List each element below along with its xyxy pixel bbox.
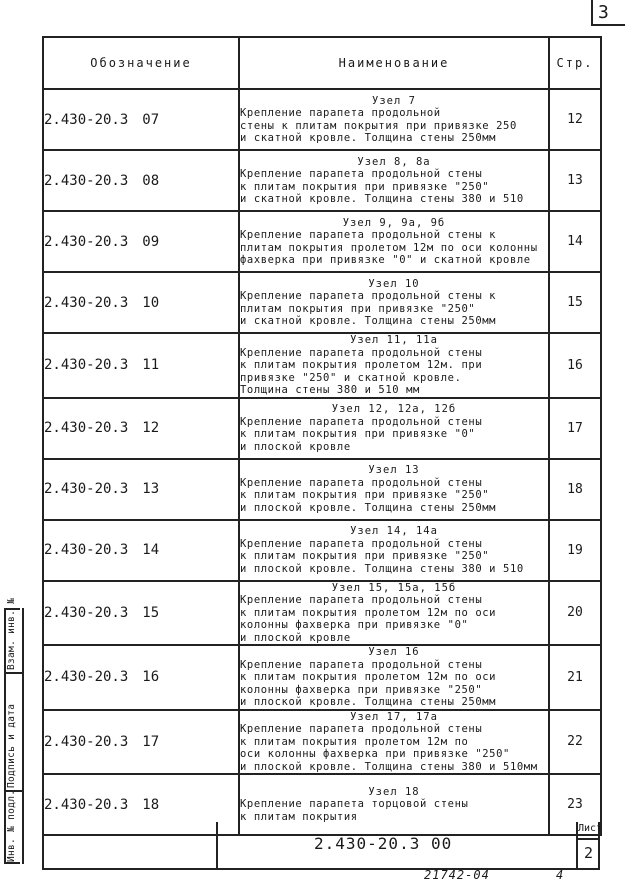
row-page: 19 — [549, 520, 601, 581]
row-page: 22 — [549, 710, 601, 775]
row-node-title: Узел 13 — [368, 464, 420, 476]
row-code: 2.430-20.3 — [44, 669, 129, 686]
row-number: 07 — [142, 111, 160, 128]
row-designation — [43, 581, 239, 646]
row-number: 11 — [142, 357, 160, 374]
row-code: 2.430-20.3 — [44, 233, 129, 250]
row-description — [239, 581, 549, 646]
row-page: 12 — [549, 89, 601, 150]
row-page: 14 — [549, 211, 601, 272]
row-number: 16 — [142, 669, 160, 686]
row-code: 2.430-20.3 — [44, 604, 129, 621]
sidebar-replaces-inv: Взам. инв. № — [6, 597, 17, 670]
header-page: Стр. — [549, 37, 601, 89]
row-designation — [43, 710, 239, 775]
row-node-title: Узел 12, 12а, 12б — [331, 403, 457, 415]
row-text: Крепление парапета продольной стены к плитам покрытия при привязке "250" и плоской кровле. Толщина стены 250мм — [240, 476, 497, 514]
row-designation — [43, 333, 239, 398]
corner-frame-vertical — [591, 0, 593, 24]
sheet-number: 2 — [584, 844, 594, 862]
page-number: 3 — [598, 2, 609, 23]
row-text: Крепление парапета продольной стены к плитам покрытия пролетом 12м по оси колонны фахверка при привязке "0" и скатной кровле — [240, 229, 538, 266]
contents-table — [42, 36, 602, 836]
row-node-title: Узел 18 — [368, 785, 420, 798]
row-text: Крепление парапета продольной стены к плитам покрытия при привязке "250" и плоской кровле. Толщина стены 380 и 510 — [240, 537, 524, 575]
row-page: 18 — [549, 459, 601, 520]
row-designation — [43, 272, 239, 333]
row-designation — [43, 150, 239, 211]
table-row — [43, 150, 601, 211]
row-code: 2.430-20.3 — [44, 481, 129, 497]
title-block — [42, 822, 603, 870]
sheet-label: Лист — [578, 823, 603, 834]
sidebar-signature-date: Подпись и дата — [6, 703, 17, 788]
row-description — [239, 150, 549, 211]
row-number: 08 — [142, 172, 160, 189]
row-number: 18 — [142, 796, 160, 813]
row-page: 21 — [549, 645, 601, 710]
row-description — [239, 520, 549, 581]
row-number: 13 — [142, 481, 160, 497]
table-row — [43, 581, 601, 646]
footer-number: 4 — [556, 868, 564, 882]
row-description — [239, 710, 549, 775]
row-node-title: Узел 15, 15а, 15б — [331, 581, 457, 594]
table-row — [43, 272, 601, 333]
row-number: 09 — [142, 233, 160, 250]
row-code: 2.430-20.3 — [44, 172, 129, 189]
table-row — [43, 398, 601, 459]
footer-code: 21742-04 — [424, 868, 490, 882]
row-designation — [43, 211, 239, 272]
row-text: Крепление парапета продольной стены к плитам покрытия пролетом 12м. при привязке "250" и скатной кровле. Толщина стены 380 и 510 мм — [240, 346, 483, 396]
row-node-title: Узел 10 — [368, 277, 420, 290]
sidebar-divider — [4, 672, 24, 674]
row-designation — [43, 398, 239, 459]
row-page: 15 — [549, 272, 601, 333]
row-code: 2.430-20.3 — [44, 357, 129, 374]
table-row — [43, 333, 601, 398]
row-node-title: Узел 14, 14а — [350, 525, 438, 537]
table-row — [43, 211, 601, 272]
row-description — [239, 459, 549, 520]
row-code: 2.430-20.3 — [44, 733, 129, 750]
title-block-divider — [216, 822, 218, 868]
row-code: 2.430-20.3 — [44, 294, 129, 311]
table-row — [43, 645, 601, 710]
table-row — [43, 89, 601, 150]
table-row — [43, 710, 601, 775]
row-page: 17 — [549, 398, 601, 459]
row-node-title: Узел 8, 8а — [357, 155, 431, 168]
row-text: Крепление парапета продольной стены к плитам покрытия при привязке "0" и плоской кровле — [240, 415, 483, 453]
row-node-title: Узел 11, 11а — [350, 334, 438, 346]
row-text: Крепление парапета торцовой стены к плитам покрытия — [240, 798, 469, 823]
table-row — [43, 520, 601, 581]
row-text: Крепление парапета продольной стены к плитам покрытия при привязке "250" и скатной кровле. Толщина стены 250мм — [240, 290, 497, 327]
header-name: Наименование — [239, 37, 549, 89]
corner-frame-horizontal — [591, 24, 625, 26]
row-number: 10 — [142, 294, 160, 311]
header-designation: Обозначение — [43, 37, 239, 89]
row-page: 20 — [549, 581, 601, 646]
row-description — [239, 272, 549, 333]
row-page: 13 — [549, 150, 601, 211]
row-description — [239, 333, 549, 398]
table-row — [43, 459, 601, 520]
row-description — [239, 398, 549, 459]
row-page: 23 — [549, 774, 601, 835]
row-number: 12 — [142, 420, 160, 436]
row-number: 17 — [142, 733, 160, 750]
row-code: 2.430-20.3 — [44, 542, 129, 558]
row-node-title: Узел 17, 17а — [350, 710, 438, 723]
table-body — [43, 89, 601, 835]
sidebar-inv-original: Инв. № подл. — [6, 789, 17, 862]
sidebar-line — [22, 608, 24, 864]
document-code: 2.430-20.3 00 — [314, 834, 453, 853]
row-number: 14 — [142, 542, 160, 558]
row-designation — [43, 89, 239, 150]
row-node-title: Узел 9, 9а, 9б — [342, 216, 446, 229]
title-block-divider — [576, 838, 600, 840]
row-text: Крепление парапета продольной стены к плитам покрытия пролетом 12м по оси колонны фахверка при привязке "250" и плоской кровле. Толщина стены 380 и 510мм — [240, 723, 538, 773]
row-node-title: Узел 16 — [368, 646, 420, 658]
row-page: 16 — [549, 333, 601, 398]
row-code: 2.430-20.3 — [44, 796, 129, 813]
row-description — [239, 89, 549, 150]
row-designation — [43, 645, 239, 710]
row-text: Крепление парапета продольной стены к плитам покрытия при привязке "250" и скатной кровле. Толщина стены 380 и 510 — [240, 168, 524, 205]
row-code: 2.430-20.3 — [44, 111, 129, 128]
row-designation — [43, 459, 239, 520]
row-code: 2.430-20.3 — [44, 420, 129, 436]
row-text: Крепление парапета продольной стены к плитам покрытия пролетом 12м по оси колонны фахверка при привязке "0" и плоской кровле — [240, 594, 497, 644]
row-text: Крепление парапета продольной стены к плитам покрытия пролетом 12м по оси колонны фахверка при привязке "250" и плоской кровле. Толщина стены 250мм — [240, 658, 497, 708]
row-text: Крепление парапета продольной стены к плитам покрытия при привязке 250 и скатной кровле. Толщина стены 250мм — [240, 107, 517, 144]
row-number: 15 — [142, 604, 160, 621]
row-designation — [43, 520, 239, 581]
row-node-title: Узел 7 — [372, 94, 416, 107]
row-description — [239, 211, 549, 272]
row-description — [239, 645, 549, 710]
